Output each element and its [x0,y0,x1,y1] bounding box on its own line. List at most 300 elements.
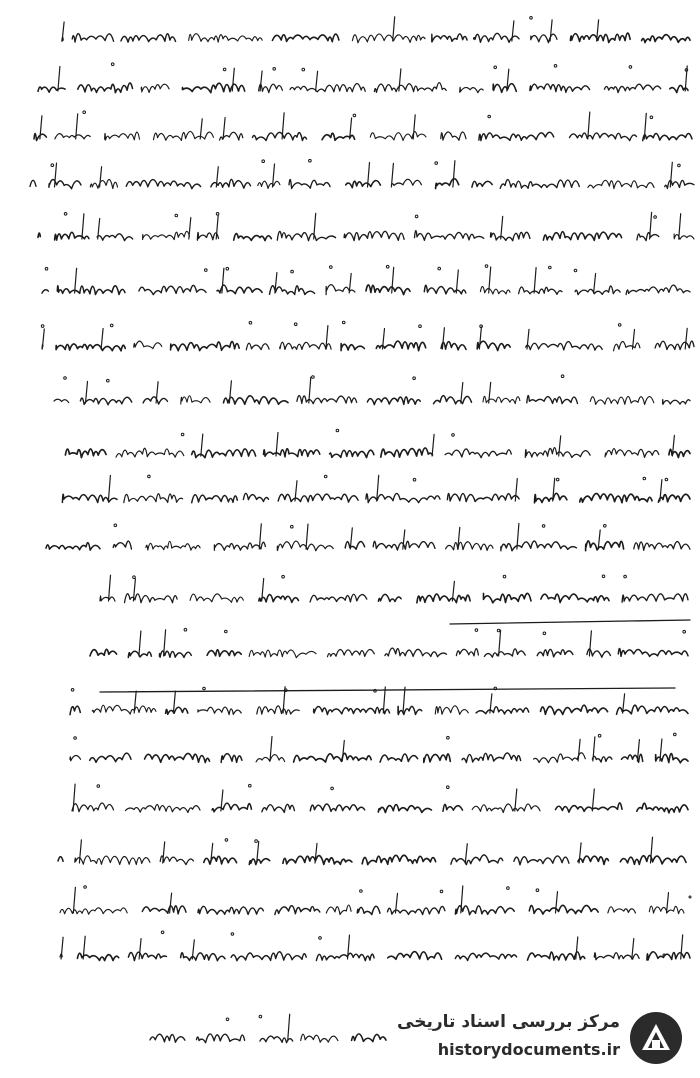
handwritten-word [124,494,183,503]
handwritten-dot [447,736,450,739]
handwritten-word [643,133,692,140]
handwritten-stroke [75,268,77,293]
handwritten-word [622,594,688,602]
handwritten-word [30,180,36,186]
handwritten-dot [440,890,443,893]
handwritten-dot [353,114,356,117]
handwritten-dot [45,267,48,270]
handwritten-dot [71,689,74,692]
handwritten-word [97,234,133,241]
handwritten-word [92,705,156,714]
handwritten-word [217,285,262,294]
handwritten-word [460,87,484,92]
handwritten-word [373,541,435,550]
handwritten-word [272,34,339,42]
handwritten-word [70,755,81,760]
handwritten-word [665,180,694,188]
handwritten-stroke [73,887,75,913]
handwritten-underline [450,620,690,624]
handwritten-dot [97,785,100,788]
handwritten-word [415,231,484,241]
handwritten-word [125,594,178,603]
handwritten-word [385,648,447,657]
handwritten-stroke [139,631,141,656]
handwritten-word [476,707,529,714]
handwritten-dot [259,1015,262,1018]
handwritten-stroke [399,69,401,91]
handwritten-word [190,594,243,602]
handwritten-word [154,131,214,140]
handwritten-word [294,753,372,762]
handwritten-word [56,344,125,351]
handwritten-word [65,449,106,458]
handwritten-word [642,35,690,43]
handwritten-word [357,906,380,914]
handwritten-stroke [559,436,561,456]
handwritten-word [366,285,410,295]
handwritten-word [663,400,690,405]
handwritten-word [637,803,688,813]
handwritten-dot [530,17,533,20]
handwritten-dot [438,267,441,270]
handwritten-stroke [342,741,344,762]
handwritten-dot [419,325,422,328]
handwritten-dot [161,931,164,934]
handwritten-word [477,341,510,350]
handwritten-word [301,1034,338,1042]
handwritten-stroke [534,268,536,293]
handwritten-dot [181,433,184,436]
handwritten-word [398,706,422,714]
handwritten-word [374,83,446,93]
handwritten-dot [226,1018,229,1021]
handwritten-dot [205,269,208,272]
handwritten-word [378,594,401,601]
handwritten-word [543,232,621,241]
handwritten-word [54,399,69,402]
handwritten-word [352,1034,386,1042]
handwritten-stroke [413,115,415,139]
handwritten-dot [114,524,117,527]
handwritten-dot [330,266,333,269]
handwritten-word [590,397,654,405]
handwritten-word [674,234,694,239]
handwritten-dot [216,213,219,216]
handwritten-dot [494,66,497,69]
handwritten-word [501,541,577,551]
archive-emblem-icon [628,1010,684,1066]
handwritten-dot [110,324,113,327]
handwritten-word [424,754,451,762]
handwritten-stroke [288,1014,290,1041]
handwritten-dot [324,475,327,478]
handwritten-word [60,908,127,914]
handwritten-dot [360,890,363,893]
handwritten-word [143,397,167,404]
handwritten-word [541,705,608,714]
handwritten-word [530,84,590,92]
handwritten-word [249,859,269,865]
handwritten-word [456,649,478,656]
handwritten-word [367,397,420,405]
handwritten-dot [342,321,345,324]
handwritten-word [451,855,503,865]
handwritten-word [388,952,442,960]
handwritten-word [270,286,315,295]
handwritten-word [246,343,269,350]
handwritten-word [580,494,652,503]
handwritten-stroke [101,329,103,350]
handwritten-word [277,231,335,240]
handwritten-stroke [578,739,580,761]
handwritten-word [125,805,200,813]
handwritten-word [588,180,654,188]
handwritten-word [484,649,525,657]
handwritten-dot [543,632,546,635]
handwritten-word [570,33,630,42]
handwritten-word [575,286,620,295]
handwritten-word [455,906,514,915]
handwritten-word [139,285,206,294]
handwritten-word [128,651,151,657]
handwritten-stroke [232,68,234,91]
handwritten-dot [203,687,206,690]
handwritten-word [622,754,643,762]
handwritten-word [378,805,431,813]
handwritten-word [556,803,623,812]
handwritten-dot [574,269,577,272]
handwritten-word [280,342,331,349]
handwritten-word [90,753,131,762]
handwritten-dot [536,889,539,892]
handwritten-word [90,179,117,188]
handwritten-word [277,541,333,551]
handwritten-word [455,953,516,960]
handwritten-underline [100,688,675,692]
handwritten-word [462,753,520,763]
handwritten-word [529,905,598,914]
handwritten-word [105,132,140,140]
handwritten-word [38,233,40,237]
handwritten-stroke [479,327,481,349]
handwritten-stroke [383,687,385,713]
handwritten-dot [447,786,450,789]
handwritten-word [634,542,690,551]
handwritten-word [78,83,133,93]
handwritten-word [192,495,238,503]
handwritten-word [197,232,218,240]
handwritten-dot [312,376,315,379]
handwritten-word [181,953,225,961]
handwritten-word [391,179,421,185]
handwritten-word [150,1034,185,1042]
handwritten-stroke [432,434,434,456]
handwritten-word [480,286,510,294]
handwritten-dot [107,379,110,382]
handwritten-word [290,84,365,92]
handwritten-word [182,83,244,93]
handwritten-word [257,706,299,714]
handwritten-word [617,705,689,714]
handwritten-word [310,594,367,602]
handwritten-word [519,287,562,294]
handwritten-word [525,448,590,458]
handwritten-stroke [201,434,203,456]
handwritten-dot [643,477,646,480]
handwritten-word [128,952,166,960]
handwritten-word [330,450,374,457]
handwritten-stroke [100,167,102,187]
handwritten-dot [273,68,276,71]
handwritten-word [370,132,426,141]
handwritten-word [197,1034,245,1043]
handwritten-word [637,233,659,241]
handwritten-word [116,448,184,457]
handwritten-dot [650,116,653,119]
handwritten-stroke [594,274,596,294]
handwritten-word [326,285,355,295]
handwritten-dot [683,630,686,633]
handwritten-stroke [222,268,224,293]
handwritten-word [259,84,283,93]
handwritten-word [259,595,299,603]
handwritten-dot [262,160,265,163]
handwritten-word [146,541,200,550]
handwritten-word [493,84,516,93]
handwritten-word [534,753,586,763]
handwritten-stroke [550,20,552,41]
handwritten-dot [226,267,229,270]
handwritten-word [145,753,210,762]
handwritten-stroke [576,937,578,959]
handwritten-dot [497,629,500,632]
handwritten-stroke [189,218,191,239]
handwritten-word [70,706,80,714]
handwritten-word [314,707,390,715]
handwritten-word [46,543,100,550]
handwritten-word [432,34,467,42]
handwritten-stroke [461,383,463,404]
handwritten-stroke [679,214,681,239]
handwritten-word [275,906,320,915]
handwritten-word [143,231,190,239]
handwritten-word [658,494,690,502]
handwritten-word [381,448,433,457]
handwritten-word [72,803,114,812]
handwritten-word [447,494,519,502]
handwritten-stroke [442,328,444,349]
handwritten-word [38,87,65,92]
handwritten-word [443,804,463,811]
handwritten-word [435,706,468,715]
handwritten-word [328,649,375,656]
handwritten-dot [386,265,389,268]
handwritten-dot [184,628,187,631]
handwritten-stroke [515,789,517,811]
handwritten-dot [64,213,67,216]
handwritten-word [434,396,472,404]
handwritten-word [80,397,131,404]
watermark-url: historydocuments.ir [437,1040,620,1059]
handwritten-word [75,856,150,865]
handwritten-word [535,493,567,502]
handwritten-word [198,906,263,914]
handwritten-word [344,231,404,240]
handwritten-dot [549,266,552,269]
handwritten-stroke [306,524,308,549]
handwritten-word [189,34,263,43]
handwritten-word [49,180,81,189]
handwritten-word [592,756,612,762]
handwritten-stroke [465,844,467,863]
handwritten-word [586,541,624,551]
handwritten-word [531,34,557,43]
handwritten-word [90,649,117,656]
handwritten-word [72,34,113,42]
handwritten-dot [225,630,228,633]
handwritten-stroke [259,524,261,549]
handwritten-word [472,181,492,187]
handwritten-dot [291,270,294,273]
handwritten-word [234,234,272,241]
handwritten-word [100,596,115,602]
handwritten-dot [319,937,322,940]
handwritten-word [55,134,90,139]
handwritten-word [605,84,661,92]
handwritten-dot [556,478,559,481]
handwritten-dot [435,162,438,165]
handwritten-dot [64,377,67,380]
ink-mark [689,896,691,898]
handwritten-word [605,449,659,458]
handwritten-dot [291,525,294,528]
handwritten-dot [654,216,657,219]
handwritten-word [620,855,686,864]
handwritten-word [380,754,418,762]
handwritten-stroke [73,784,75,811]
handwritten-word [126,180,200,189]
handwritten-dot [480,325,483,328]
handwritten-word [253,132,307,140]
handwritten-word [345,542,364,550]
handwritten-dot [475,629,478,632]
handwritten-dot [507,887,510,890]
handwritten-word [647,952,690,960]
handwritten-stroke [579,843,581,863]
handwritten-word [289,180,330,189]
handwritten-dot [452,434,455,437]
handwritten-word [297,396,357,404]
handwritten-word [160,856,193,865]
handwritten-word [527,396,578,404]
handwritten-dot [302,68,305,71]
handwritten-stroke [403,687,405,713]
handwritten-stroke [512,21,514,41]
handwritten-dot [133,576,136,579]
handwritten-word [212,803,251,812]
handwritten-dot [503,575,506,578]
handwritten-dot [598,734,601,737]
handwritten-dot [331,787,334,790]
handwritten-word [441,132,466,140]
handwritten-stroke [453,161,455,187]
handwritten-word [231,952,306,961]
handwritten-dot [111,63,114,66]
handwritten-word [262,804,295,812]
handwritten-word [362,855,435,864]
handwritten-stroke [109,575,111,601]
handwritten-word [55,232,89,240]
handwritten-dot [629,66,632,69]
handwritten-word [341,344,364,351]
handwritten-word [655,341,694,350]
handwritten-dot [148,475,151,478]
handwritten-word [283,856,352,865]
handwritten-word [570,133,637,141]
handwritten-stroke [58,67,60,92]
handwritten-dot [678,164,681,167]
handwritten-word [424,285,466,294]
handwritten-word [352,34,425,43]
handwritten-word [446,542,493,551]
handwritten-stroke [170,893,172,913]
archive-watermark [394,1006,694,1070]
handwritten-word [614,341,640,350]
handwritten-dot [231,933,234,936]
handwritten-stroke [82,214,84,239]
handwritten-dot [294,323,297,326]
handwritten-word [278,494,358,502]
handwritten-word [142,906,186,914]
handwritten-word [204,856,237,864]
handwritten-dot [282,575,285,578]
handwritten-word [445,449,511,458]
handwritten-dot [83,111,86,114]
handwritten-stroke [108,476,110,502]
handwritten-word [578,856,608,864]
handwritten-word [537,649,573,657]
handwritten-word [166,707,188,714]
handwritten-word [417,594,470,603]
ink-mark [663,954,665,956]
watermark-title: مرکز بررسی اسناد تاریخی [397,1012,620,1032]
handwritten-stroke [685,328,687,349]
handwritten-stroke [393,17,395,41]
handwritten-word [479,132,554,140]
handwritten-word [608,907,636,913]
handwritten-word [58,857,63,862]
handwritten-word [491,232,530,240]
handwritten-stroke [229,381,231,403]
handwritten-word [258,181,280,188]
handwritten-dot [554,65,557,68]
handwritten-word [42,290,48,293]
handwritten-word [626,285,690,295]
handwritten-stroke [501,216,503,239]
handwritten-dot [604,525,607,528]
handwritten-word [249,650,316,658]
handwritten-word [316,953,374,960]
handwritten-dot [249,784,252,787]
handwritten-word [57,286,125,295]
handwritten-word [618,649,688,657]
handwritten-word [484,593,532,602]
handwritten-stroke [40,116,42,139]
handwritten-dot [51,164,54,167]
handwritten-dot [309,159,312,162]
handwritten-word [121,34,176,42]
handwritten-dot [542,525,545,528]
